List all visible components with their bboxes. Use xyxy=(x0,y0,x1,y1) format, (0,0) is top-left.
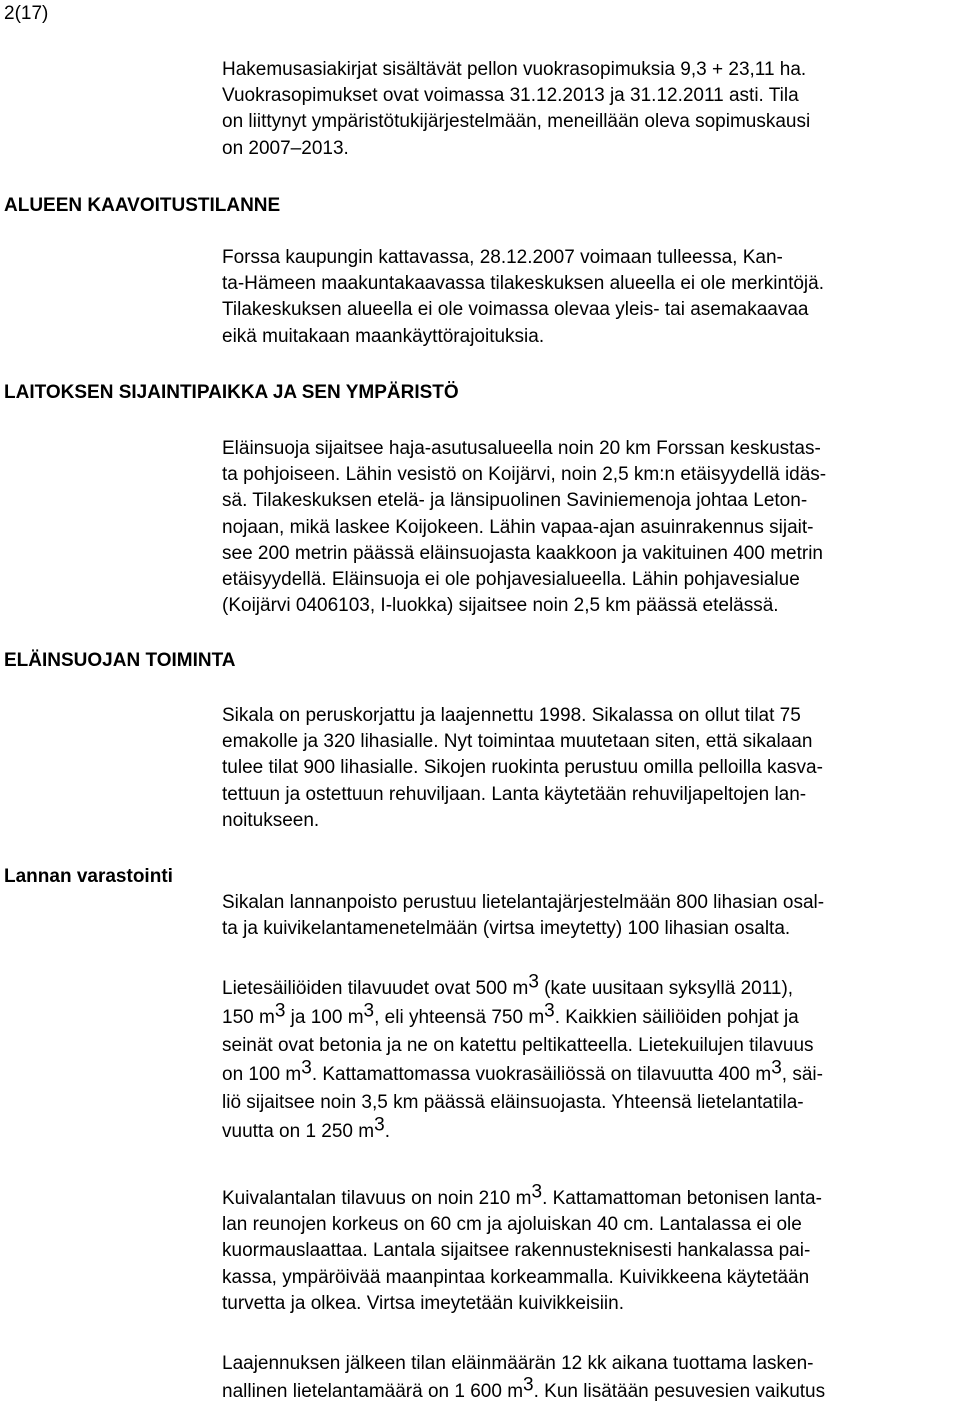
slurry-storage-paragraph: Lietesäiliöiden tilavuudet ovat 500 $m^3$ (kate uusitaan syksyllä 2011), 150 $m^3$ ja 100 $m^3$, eli yhteensä 750 $m^3$. Kaikkien säiliöiden pohjat ja seinät ovat betonia ja ne on katettu peltikatteella. Lietekuilujen tilavuus on 100 $m^3$. Kattamattomassa vuokrasäiliössä on tilavuutta 400 $m^3$, säi- liö sijaitsee noin 3,5 km päässä eläinsuojasta. Yhteensä lietelantatila- vuutta on 1 250 $m^3$. xyxy=(222,971,823,1142)
operation-paragraph: Sikala on peruskorjattu ja laajennettu 1998. Sikalassa on ollut tilat 75 emakolle ja 320 lihasialle. Nyt toimintaa muutetaan siten, että sikalaan tulee tilat 900 lihasialle. Sikojen ruokinta perustuu omilla pelloilla kasva- tettuun ja ostettuun rehuviljaan. Lanta käytetään rehuviljapeltojen lan- noitukseen. xyxy=(222,705,823,831)
expansion-paragraph: Laajennuksen jälkeen tilan eläinmäärän 12 kk aikana tuottama lasken- nallinen lietelantamäärä on 1 600 $m^3$. Kun lisätään pesuvesien vaikutus xyxy=(222,1353,826,1402)
lease-paragraph: Hakemusasiakirjat sisältävät pellon vuokrasopimuksia 9,3 + 23,11 ha. Vuokrasopimukset ovat voimassa 31.12.2013 ja 31.12.2011 asti. Tila on liittynyt ympäristötukijärjestelmään, meneillään oleva sopimuskausi on 2007–2013. xyxy=(222,59,811,159)
page-number: 2(17) xyxy=(4,3,49,24)
heading-operation: ELÄINSUOJAN TOIMINTA xyxy=(4,650,236,671)
location-paragraph: Eläinsuoja sijaitsee haja-asutusalueella noin 20 km Forssan keskustas- ta pohjoiseen. Lähin vesistö on Koijärvi, noin 2,5 km:n etäisyydellä idäs- sä. Tilakeskuksen etelä- ja länsipuolinen Saviniemenoja johtaa Leton- nojaan, mikä laskee Koijokeen. Lähin vapaa-ajan asuinrakennus sijait- see 200 metrin päässä eläinsuojasta kaakkoon ja vakituinen 400 metrin etäisyydellä. Eläinsuoja ei ole pohjavesialueella. Lähin pohjavesialue (Koijärvi 0406103, I-luokka) sijaitsee noin 2,5 km päässä etelässä. xyxy=(222,438,827,617)
heading-zoning: ALUEEN KAAVOITUSTILANNE xyxy=(4,195,281,216)
heading-manure-storage: Lannan varastointi xyxy=(4,866,173,887)
manure-removal-paragraph: Sikalan lannanpoisto perustuu lietelantajärjestelmään 800 lihasian osal- ta ja kuivikelantamenetelmään (virtsa imeytetty) 100 lihasian osalta. xyxy=(222,892,825,940)
dry-manure-paragraph: Kuivalantalan tilavuus on noin 210 $m^3$. Kattamattoman betonisen lanta- lan reunojen korkeus on 60 cm ja ajoluiskan 40 cm. Lantalassa ei ole kuormauslaattaa. Lantala sijaitsee rakennusteknisesti hankalassa pai- kassa, ympäröivää maanpintaa korkeammalla. Kuivikkeena käytetään turvetta ja olkea. Virtsa imeytetään kuivikkeisiin. xyxy=(222,1181,822,1314)
heading-location: LAITOKSEN SIJAINTIPAIKKA JA SEN YMPÄRISTÖ xyxy=(4,382,459,403)
zoning-paragraph: Forssa kaupungin kattavassa, 28.12.2007 voimaan tulleessa, Kan- ta-Hämeen maakuntakaavassa tilakeskuksen alueella ei ole merkintöjä. Tilakeskuksen alueella ei ole voimassa olevaa yleis- tai asemakaavaa eikä muitakaan maankäyttörajoituksia. xyxy=(222,247,824,347)
